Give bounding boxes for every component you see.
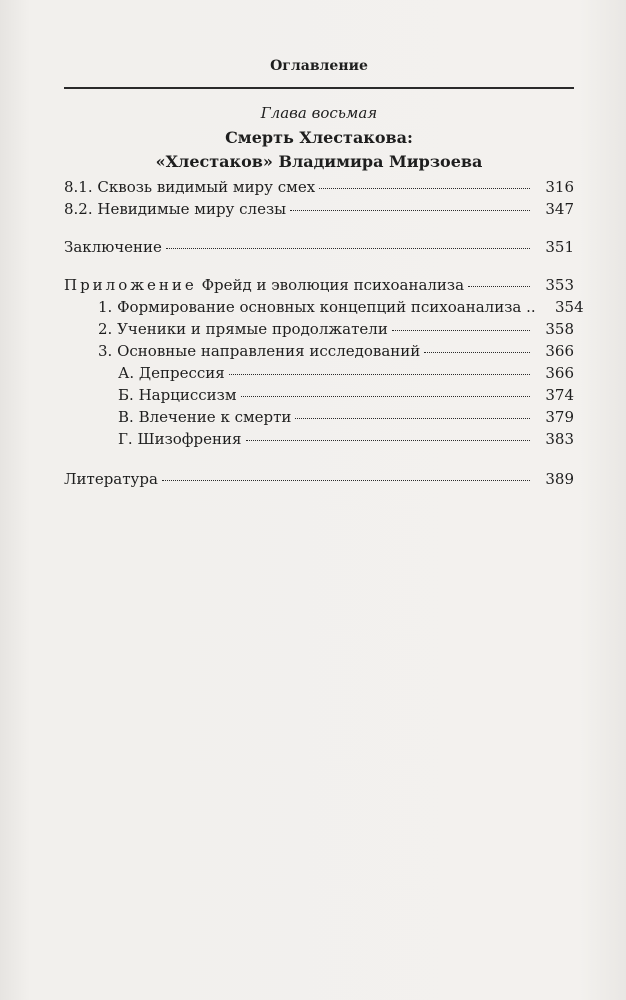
toc-entry-page: 354 [555, 298, 584, 316]
chapter-title-line1: Смерть Хлестакова: [225, 128, 413, 147]
toc-leader-dots [229, 374, 530, 375]
toc-entry[interactable] [118, 408, 574, 430]
toc-entry[interactable] [64, 238, 574, 260]
toc-entry[interactable] [98, 298, 584, 320]
toc-entry-label: Невидимые миру слезы [97, 200, 287, 218]
toc-entry-label: Фрейд и эволюция психоанализа [201, 276, 465, 294]
toc-entry-number: 8.2. [64, 200, 93, 218]
chapter-label: Глава восьмая [260, 104, 378, 122]
toc-entry-page: 366 [545, 342, 574, 360]
toc-entry[interactable] [64, 200, 574, 222]
toc-entry-page: 379 [545, 408, 574, 426]
toc-entry-page: 351 [545, 238, 574, 256]
toc-leader-dots [241, 396, 531, 397]
toc-entry-label: Заключение [64, 238, 162, 256]
toc-entry-label: Основные направления исследований [117, 342, 421, 360]
toc-leader-dots [319, 188, 530, 189]
toc-leader-dots [246, 440, 531, 441]
toc-entry[interactable] [64, 178, 574, 200]
toc-leader-dots [290, 210, 530, 211]
toc-entry-number: 1. [98, 298, 113, 316]
toc-entry-number: Б. [118, 386, 134, 404]
toc-entry-label: Литература [64, 470, 158, 488]
toc-entry-page: 366 [545, 364, 574, 382]
toc-entry-page: 347 [545, 200, 574, 218]
toc-entry[interactable] [118, 386, 574, 408]
toc-leader-dots [392, 330, 530, 331]
chapter-title-line2: «Хлестаков» Владимира Мирзоева [155, 152, 483, 171]
toc-entry-page: 374 [545, 386, 574, 404]
toc-entry-label: Нарциссизм [138, 386, 237, 404]
toc-leader-dots [295, 418, 530, 419]
toc-entry-number: Г. [118, 430, 133, 448]
toc-entry-label: Депрессия [138, 364, 225, 382]
toc-entry[interactable] [118, 430, 574, 452]
toc-leader-dots [166, 248, 530, 249]
header-rule [64, 87, 574, 89]
toc-entry[interactable] [98, 342, 574, 364]
toc-entry-number: 2. [98, 320, 113, 338]
toc-entry-page: 353 [545, 276, 574, 294]
toc-entry-page: 358 [545, 320, 574, 338]
toc-leader-dots [162, 480, 530, 481]
toc-entry-label: Ученики и прямые продолжатели [117, 320, 388, 338]
toc-entry-number: В. [118, 408, 134, 426]
toc-entry-number: А. [118, 364, 135, 382]
toc-entry-page: 383 [545, 430, 574, 448]
toc-entry[interactable] [98, 320, 574, 342]
toc-entry[interactable] [64, 470, 574, 492]
toc-leader-dots [468, 286, 530, 287]
toc-section-label: Приложение [64, 276, 197, 294]
toc-entry[interactable] [118, 364, 574, 386]
toc-entry-page: 316 [545, 178, 574, 196]
toc-entry-number: 3. [98, 342, 113, 360]
page-header-title: Оглавление [270, 58, 368, 74]
toc-entry-label: Сквозь видимый миру смех [97, 178, 316, 196]
toc-leader-dots [424, 352, 530, 353]
toc-entry-label: Влечение к смерти [138, 408, 292, 426]
toc-entry-number: 8.1. [64, 178, 93, 196]
toc-entry-label: Формирование основных концепций психоанализа .. [117, 298, 536, 316]
toc-entry-page: 389 [545, 470, 574, 488]
toc-entry[interactable] [64, 276, 574, 298]
toc-entry-label: Шизофрения [137, 430, 242, 448]
